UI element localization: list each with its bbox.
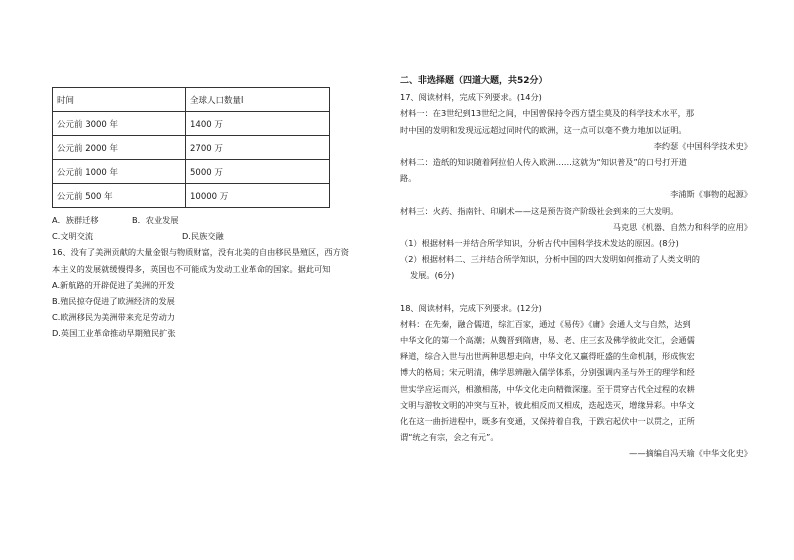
q17-title: 17、阅读材料，完成下列要求。(14分) — [400, 92, 542, 103]
q18-source: ——摘编自冯天瑜《中华文化史》 — [629, 448, 752, 459]
q18-material-line: 世实学应运而兴，相激相荡，中华文化走向精微深邃。至于贯穿古代全过程的农耕 — [400, 383, 695, 394]
q17-material-1-line-1: 材料一：在3世纪到13世纪之间，中国曾保持令西方望尘莫及的科学技术水平，那 — [400, 108, 695, 119]
table-cell: 2700 万 — [186, 136, 330, 160]
q17-material-3-source: 马克思《机器、自然力和科学的应用》 — [612, 221, 752, 232]
q17-material-2-line-2: 路。 — [400, 173, 417, 184]
q17-requirement-2-line-2: 发展。(6分) — [410, 270, 455, 281]
q17-material-2-line-1: 材料二：造纸的知识随着阿拉伯人传入欧洲……这就为“知识普及”的口号打开道 — [400, 157, 687, 168]
q15-options-row-1 — [52, 212, 382, 228]
q15-option-c: C.文明交流 — [52, 231, 94, 242]
q18-material-line: 文明与游牧文明的冲突与互补，彼此相反而又相成，迭起迭灭，增缘异彩。中华文 — [400, 399, 695, 410]
q16-stem-line-1: 16、没有了美洲贡献的大量金银与物质财富，没有北美的自由移民垦殖区，西方资 — [52, 247, 349, 258]
table-cell: 公元前 2000 年 — [53, 136, 186, 160]
table-header-cell: 时间 — [53, 88, 186, 112]
table-cell: 10000 万 — [186, 184, 330, 208]
q16-stem-line-2: 本主义的发展就缓慢得多，英国也不可能成为发动工业革命的国家。据此可知 — [52, 263, 331, 274]
q15-option-a: A．族群迁移 — [52, 215, 99, 225]
table-row — [53, 112, 330, 136]
population-table — [52, 87, 330, 208]
q18-title: 18、阅读材料，完成下列要求。(12分) — [400, 302, 542, 313]
q16-option-a: A.新航路的开辟促进了美洲的开发 — [52, 279, 175, 290]
q18-material-line: 材料：在先秦，融合儒道，综汇百家，通过《易传》《庸》会通人文与自然，达到 — [400, 318, 691, 329]
q17-material-1-source: 李约瑟《中国科学技术史》 — [653, 140, 752, 151]
left-question-block — [52, 212, 382, 342]
q18-material-line: 化在这一曲折进程中，既多有变通，又保持着自我，于跌宕起伏中一以贯之，正所 — [400, 416, 695, 427]
table-row — [53, 184, 330, 208]
table-header-cell: 全球人口数量l — [186, 88, 330, 112]
q15-option-b: B．农业发展 — [132, 215, 179, 225]
section-title: 二、非选择题（四道大题，共52分） — [400, 76, 548, 86]
q16-option-c: C.欧洲移民为美洲带来充足劳动力 — [52, 312, 175, 323]
q17-material-2-source: 李浦斯《事物的起源》 — [670, 189, 752, 200]
spacer — [400, 284, 760, 300]
table-cell: 5000 万 — [186, 160, 330, 184]
table-row — [53, 160, 330, 184]
table-cell: 公元前 500 年 — [53, 184, 186, 208]
q18-material-line: 谓“统之有宗，会之有元”。 — [400, 432, 499, 443]
q16-option-d: D.英国工业革命推动早期殖民扩张 — [52, 328, 176, 339]
table-row — [53, 136, 330, 160]
table-cell: 公元前 3000 年 — [53, 112, 186, 136]
table-cell: 1400 万 — [186, 112, 330, 136]
table-header-row — [53, 88, 330, 112]
q16-option-b: B.殖民掠夺促进了欧洲经济的发展 — [52, 296, 175, 307]
q18-material-line: 释道，综合入世与出世两种思想走向，中华文化又赢得旺盛的生命机制，形成恢宏 — [400, 351, 695, 362]
q15-option-d: D.民族交融 — [182, 231, 224, 242]
table-cell: 公元前 1000 年 — [53, 160, 186, 184]
q17-material-1-line-2: 时中国的发明和发现远远超过同时代的欧洲，这一点可以毫不费力地加以证明。 — [400, 124, 687, 135]
non-choice-section — [400, 73, 760, 462]
q17-requirement-1: （1）根据材料一并结合所学知识，分析古代中国科学技术发达的原因。(8分) — [400, 238, 679, 249]
q17-material-3-line-1: 材料三：火药、指南针、印刷术——这是预告资产阶级社会到来的三大发明。 — [400, 205, 679, 216]
q17-requirement-2-line-1: （2）根据材料二、三并结合所学知识，分析中国的四大发明如何推动了人类文明的 — [400, 254, 700, 265]
q18-material-line: 中华文化的第一个高潮；从魏晋到隋唐，易、老、庄三玄及佛学彼此交汇，会通儒 — [400, 335, 695, 346]
q15-options-row-2 — [52, 228, 382, 244]
q18-material-line: 博大的格局；宋元明清，佛学思辨融入儒学体系，分别强调内圣与外王的理学和经 — [400, 367, 695, 378]
